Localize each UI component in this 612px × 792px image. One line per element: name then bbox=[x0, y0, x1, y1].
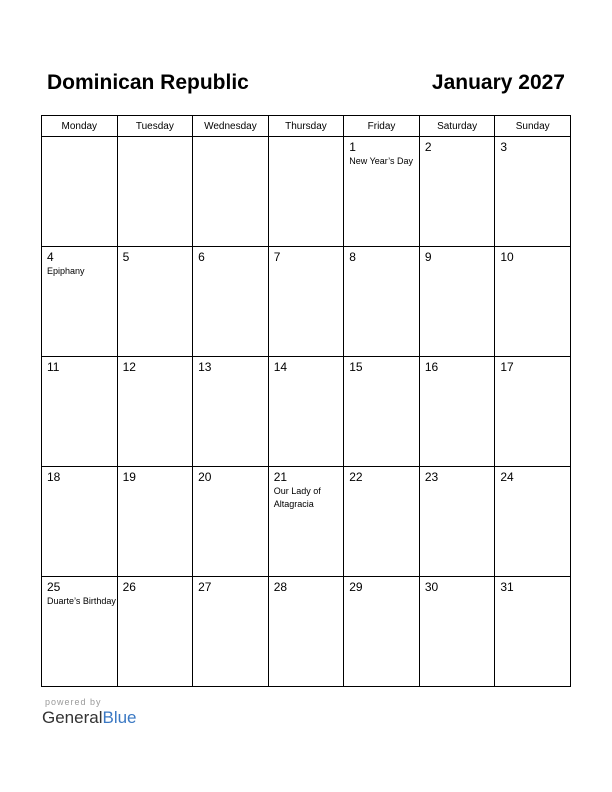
day-cell bbox=[344, 577, 420, 687]
day-number: 11 bbox=[47, 360, 60, 374]
day-number: 29 bbox=[349, 580, 363, 594]
weekday-sunday: Sunday bbox=[495, 116, 571, 137]
week-row bbox=[42, 577, 571, 687]
day-cell bbox=[344, 137, 420, 247]
day-number: 4 bbox=[47, 250, 54, 264]
day-cell bbox=[495, 467, 571, 577]
day-cell bbox=[495, 247, 571, 357]
day-cell bbox=[344, 247, 420, 357]
day-number: 24 bbox=[500, 470, 514, 484]
weekday-friday: Friday bbox=[344, 116, 420, 137]
day-cell bbox=[42, 467, 118, 577]
holiday-label: Duarte’s Birthday bbox=[47, 596, 116, 606]
day-cell bbox=[117, 137, 193, 247]
holiday-label: Epiphany bbox=[47, 266, 85, 276]
day-number: 25 bbox=[47, 580, 61, 594]
week-row bbox=[42, 467, 571, 577]
weekday-monday: Monday bbox=[42, 116, 118, 137]
day-cell bbox=[193, 247, 269, 357]
weekday-wednesday: Wednesday bbox=[193, 116, 269, 137]
day-cell bbox=[42, 357, 118, 467]
day-cell bbox=[117, 247, 193, 357]
holiday-label: New Year’s Day bbox=[349, 156, 413, 166]
generalblue-logo[interactable] bbox=[42, 708, 137, 728]
day-cell bbox=[419, 577, 495, 687]
day-cell bbox=[268, 247, 344, 357]
brand-name-general: General bbox=[42, 708, 103, 727]
day-number: 2 bbox=[424, 140, 432, 154]
day-number: 7 bbox=[273, 250, 281, 264]
day-cell bbox=[344, 467, 420, 577]
day-number: 28 bbox=[273, 580, 288, 594]
day-number: 22 bbox=[349, 470, 363, 484]
day-number: 23 bbox=[424, 470, 439, 484]
weekday-tuesday: Tuesday bbox=[117, 116, 193, 137]
day-number: 20 bbox=[198, 470, 212, 484]
day-number: 18 bbox=[47, 470, 61, 484]
day-cell bbox=[419, 137, 495, 247]
day-cell bbox=[193, 467, 269, 577]
week-row bbox=[42, 357, 571, 467]
week-row bbox=[42, 247, 571, 357]
day-cell bbox=[268, 577, 344, 687]
day-cell bbox=[268, 137, 344, 247]
day-number: 13 bbox=[198, 360, 212, 374]
day-cell bbox=[117, 577, 193, 687]
day-cell bbox=[495, 137, 571, 247]
day-number: 31 bbox=[500, 580, 514, 594]
weekday-header-row bbox=[42, 116, 571, 137]
weekday-thursday: Thursday bbox=[268, 116, 344, 137]
day-number: 17 bbox=[500, 360, 514, 374]
day-number: 8 bbox=[349, 250, 356, 264]
footer bbox=[42, 697, 137, 728]
day-number: 16 bbox=[424, 360, 439, 374]
country-title: Dominican Republic bbox=[47, 71, 249, 94]
day-cell bbox=[268, 467, 344, 577]
day-number: 26 bbox=[122, 580, 136, 594]
day-number: 15 bbox=[349, 360, 363, 374]
day-number: 12 bbox=[122, 360, 136, 374]
powered-by-text: powered by bbox=[45, 697, 102, 707]
day-cell bbox=[117, 467, 193, 577]
weekday-saturday: Saturday bbox=[419, 116, 495, 137]
day-number: 3 bbox=[500, 140, 508, 154]
calendar-grid bbox=[41, 115, 571, 687]
day-number: 5 bbox=[122, 250, 130, 264]
day-cell bbox=[344, 357, 420, 467]
brand-name-blue: Blue bbox=[102, 708, 137, 727]
day-cell bbox=[193, 357, 269, 467]
day-cell bbox=[495, 357, 571, 467]
day-cell bbox=[419, 467, 495, 577]
day-cell bbox=[42, 247, 118, 357]
day-number: 14 bbox=[273, 360, 288, 374]
day-cell bbox=[42, 137, 118, 247]
day-number: 9 bbox=[424, 250, 432, 264]
day-cell bbox=[117, 357, 193, 467]
day-number: 6 bbox=[198, 250, 205, 264]
day-number: 19 bbox=[122, 470, 136, 484]
day-cell bbox=[419, 247, 495, 357]
month-year-title: January 2027 bbox=[431, 71, 565, 94]
day-cell bbox=[193, 137, 269, 247]
week-row bbox=[42, 137, 571, 247]
day-number: 27 bbox=[198, 580, 212, 594]
day-cell bbox=[495, 577, 571, 687]
day-number: 21 bbox=[273, 470, 288, 484]
day-cell bbox=[268, 357, 344, 467]
holiday-label: Our Lady of Altagracia bbox=[273, 486, 321, 509]
day-cell bbox=[193, 577, 269, 687]
day-cell bbox=[42, 577, 118, 687]
day-number: 10 bbox=[500, 250, 514, 264]
day-cell bbox=[419, 357, 495, 467]
day-number: 30 bbox=[424, 580, 439, 594]
day-number: 1 bbox=[349, 140, 356, 154]
